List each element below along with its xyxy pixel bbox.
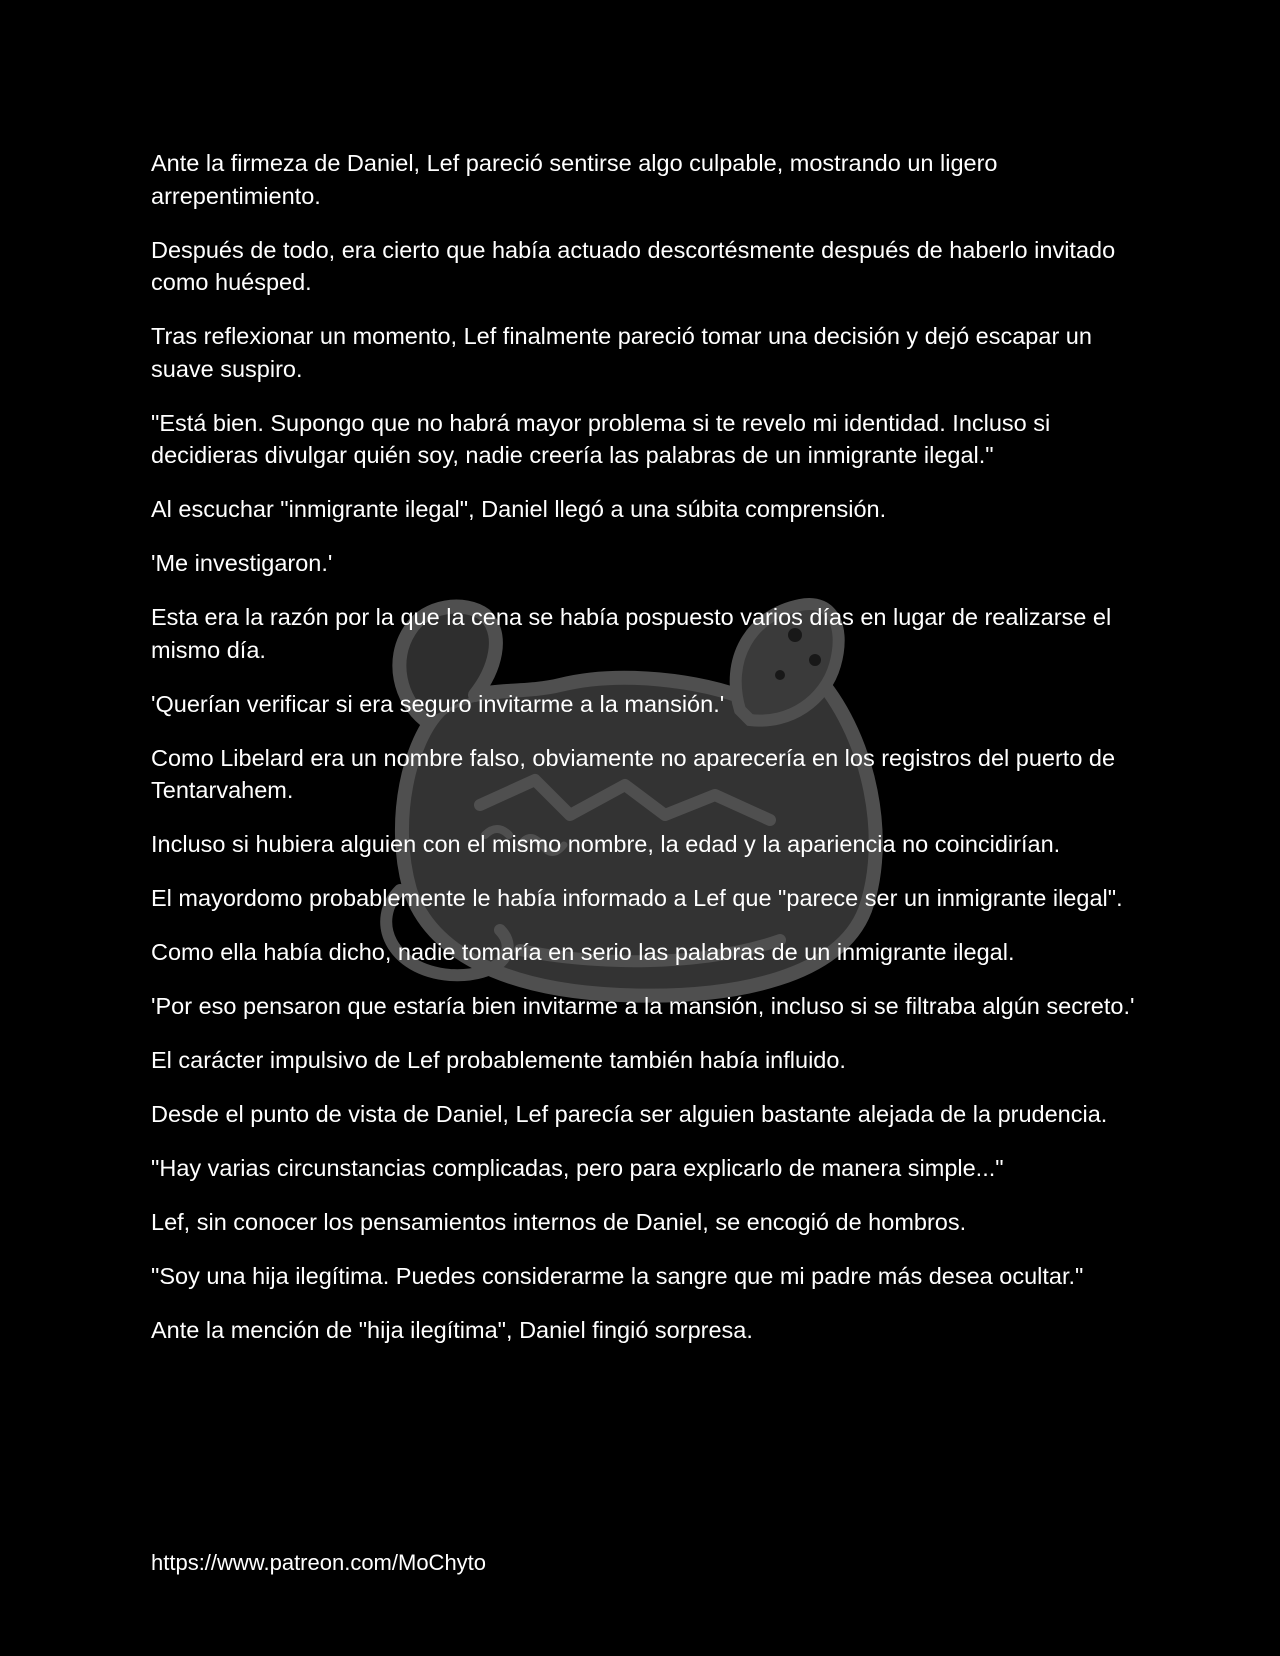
paragraph: 'Me investigaron.' [151,550,333,576]
paragraph: Como ella había dicho, nadie tomaría en serio las palabras de un inmigrante ilegal. [151,939,1015,965]
paragraph: "Está bien. Supongo que no habrá mayor problema si te revelo mi identidad. Incluso si decidieras divulgar quién soy, nadie creería las palabras de un inmigrante ilegal." [151,409,1051,468]
paragraph: Ante la mención de "hija ilegítima", Daniel fingió sorpresa. [151,1317,753,1343]
patreon-link[interactable]: https://www.patreon.com/MoChyto [151,1550,487,1575]
paragraph: 'Por eso pensaron que estaría bien invitarme a la mansión, incluso si se filtraba algún secreto.' [151,993,1135,1019]
paragraph: Esta era la razón por la que la cena se había pospuesto varios días en lugar de realizarse el mismo día. [151,604,1112,663]
paragraph: El carácter impulsivo de Lef probablemente también había influido. [151,1047,846,1073]
paragraph: "Soy una hija ilegítima. Puedes considerarme la sangre que mi padre más desea ocultar." [151,1263,1084,1289]
paragraph: Desde el punto de vista de Daniel, Lef parecía ser alguien bastante alejada de la prudencia. [151,1101,1108,1127]
paragraph: Al escuchar "inmigrante ilegal", Daniel llegó a una súbita comprensión. [151,496,887,522]
paragraph: 'Querían verificar si era seguro invitarme a la mansión.' [151,690,725,717]
paragraph: Como Libelard era un nombre falso, obviamente no aparecería en los registros del puerto de Tentarvahem. [151,744,1116,803]
paragraph: "Hay varias circunstancias complicadas, pero para explicarlo de manera simple..." [151,1155,1004,1181]
document-body [151,147,1136,1368]
paragraph: Después de todo, era cierto que había actuado descortésmente después de haberlo invitado como huésped. [151,236,1116,295]
paragraph: Tras reflexionar un momento, Lef finalmente pareció tomar una decisión y dejó escapar un suave suspiro. [151,323,1092,382]
paragraph: Lef, sin conocer los pensamientos internos de Daniel, se encogió de hombros. [151,1209,967,1235]
paragraph: El mayordomo probablemente le había informado a Lef que "parece ser un inmigrante ilegal". [151,885,1123,911]
paragraph: Incluso si hubiera alguien con el mismo nombre, la edad y la apariencia no coincidirían. [151,831,1061,857]
paragraph: Ante la firmeza de Daniel, Lef pareció sentirse algo culpable, mostrando un ligero arrepentimiento. [151,150,998,209]
